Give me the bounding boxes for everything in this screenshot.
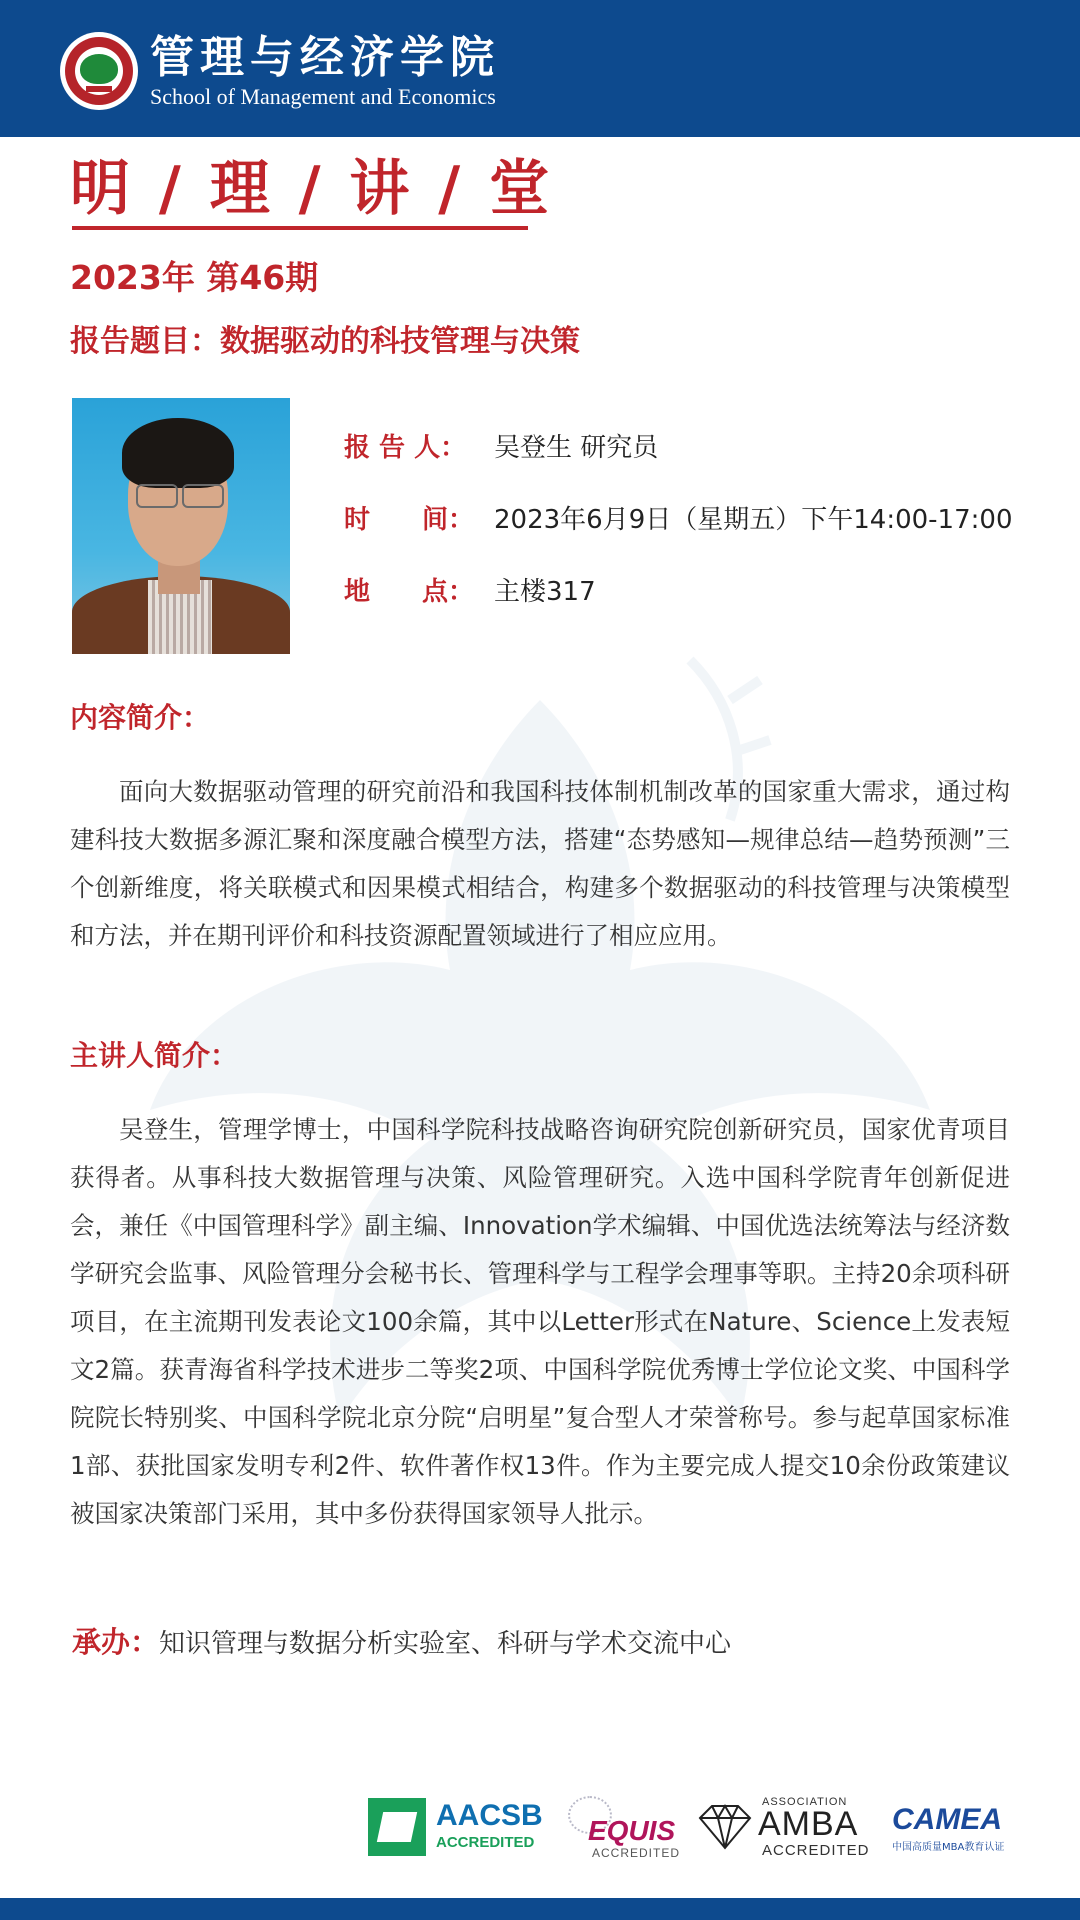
issue-number: 2023年 第46期 <box>70 258 319 297</box>
amba-association: ASSOCIATION <box>762 1796 848 1808</box>
host-line <box>72 1620 731 1669</box>
speaker-row <box>344 428 658 468</box>
school-seal-logo <box>60 32 138 110</box>
host-value: 知识管理与数据分析实验室、科研与学术交流中心 <box>159 1629 732 1659</box>
camea-logo <box>890 1796 1026 1862</box>
place-value: 主楼317 <box>494 577 596 607</box>
amba-name: AMBA <box>758 1805 859 1843</box>
amba-sub: ACCREDITED <box>762 1842 870 1859</box>
aacsb-mark-icon <box>368 1798 426 1856</box>
camea-sub: 中国高质量MBA教育认证 <box>892 1842 1005 1853</box>
header-bar <box>0 0 1080 137</box>
place-label: 地 点： <box>344 577 475 607</box>
place-row <box>344 572 596 612</box>
equis-sub: ACCREDITED <box>592 1846 681 1860</box>
time-row <box>344 500 1013 540</box>
aacsb-sub: ACCREDITED <box>436 1834 535 1851</box>
host-label: 承办： <box>72 1625 160 1659</box>
amba-logo <box>696 1796 868 1862</box>
equis-logo <box>566 1796 681 1862</box>
aacsb-logo <box>368 1796 543 1862</box>
speaker-label: 报 告 人： <box>344 433 467 463</box>
aacsb-name: AACSB <box>436 1799 543 1832</box>
time-value: 2023年6月9日（星期五）下午14:00-17:00 <box>494 505 1013 535</box>
diamond-icon <box>696 1802 754 1852</box>
equis-name: EQUIS <box>588 1815 676 1846</box>
content-paragraph: 面向大数据驱动管理的研究前沿和我国科技体制机制改革的国家重大需求，通过构建科技大数据多源汇聚和深度融合模型方法，搭建“态势感知—规律总结—趋势预测”三个创新维度，将关联模式和因果模式相结合，构建多个数据驱动的科技管理与决策模型和方法，并在期刊评价和科技资源配置领域进行了相应应用。 <box>70 777 1010 950</box>
bio-section-title: 主讲人简介： <box>70 1039 239 1072</box>
bio-paragraph: 吴登生，管理学博士，中国科学院科技战略咨询研究院创新研究员，国家优青项目获得者。从事科技大数据管理与决策、风险管理研究。入选中国科学院青年创新促进会，兼任《中国管理科学》副主编、Innovation学术编辑、中国优选法统筹法与经济数学研究会监事、风险管理分会秘书长、管理科学与工程学会理事等职。主持20余项科研项目，在主流期刊发表论文100余篇，其中以Letter形式在Nature、Science上发表短文2篇。获青海省科学技术进步二等奖2项、中国科学院优秀博士学位论文奖、中国科学院院长特别奖、中国科学院北京分院“启明星”复合型人才荣誉称号。参与起草国家标准1部、获批国家发明专利2件、软件著作权13件。作为主要完成人提交10余份政策建议被国家决策部门采用，其中多份获得国家领导人批示。 <box>70 1115 1010 1528</box>
speaker-photo <box>72 398 290 654</box>
footer-bar <box>0 1898 1080 1920</box>
school-name-cn: 管理与经济学院 <box>150 32 500 83</box>
camea-name: CAMEA <box>892 1803 1002 1836</box>
content-section-title: 内容简介： <box>70 701 211 734</box>
time-label: 时 间： <box>344 505 475 535</box>
series-underline <box>72 226 528 230</box>
report-topic: 报告题目：数据驱动的科技管理与决策 <box>70 324 580 359</box>
lecture-series-title: 明 / 理 / 讲 / 堂 <box>70 154 554 224</box>
school-name-en: School of Management and Economics <box>150 84 496 109</box>
speaker-value: 吴登生 研究员 <box>494 433 659 463</box>
